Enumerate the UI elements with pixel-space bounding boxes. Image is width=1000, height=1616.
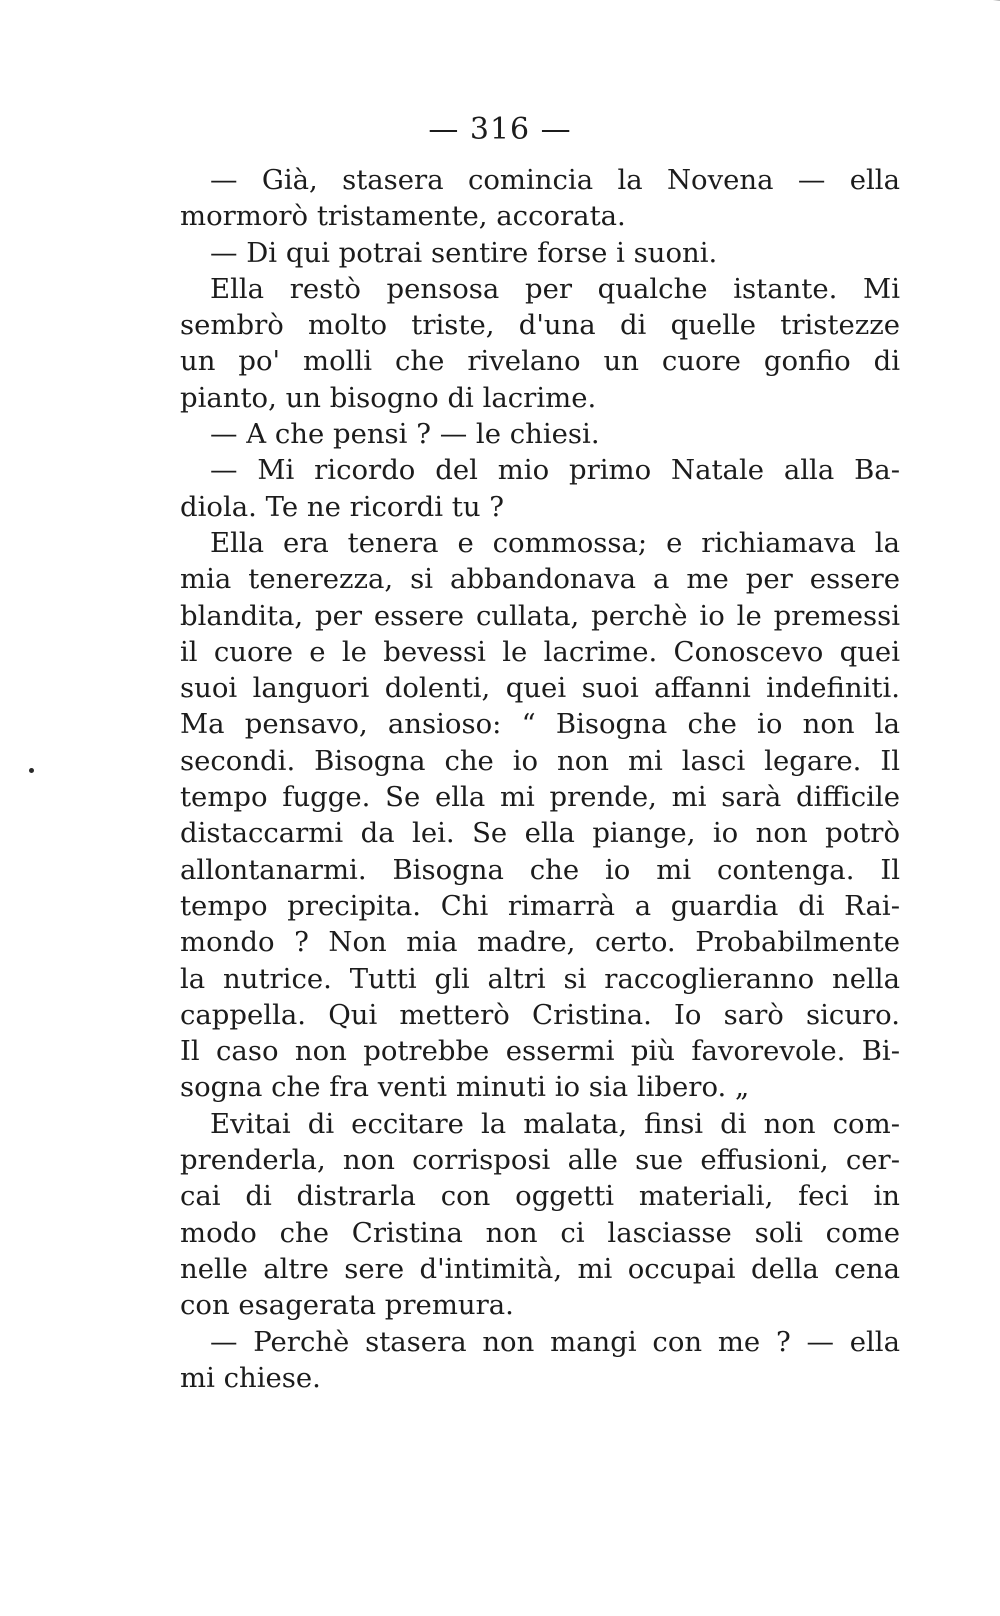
text-line: sogna che fra venti minuti io sia libero. „ xyxy=(180,1071,750,1104)
text-line: nelle altre sere d'intimità, mi occupai della cena xyxy=(180,1252,900,1285)
text-line: — Perchè stasera non mangi con me ? — ella xyxy=(210,1325,900,1358)
page-number: — 316 — xyxy=(428,112,572,147)
text-line: il cuore e le bevessi le lacrime. Conoscevo quei xyxy=(180,635,900,668)
text-line: Evitai di eccitare la malata, finsi di non com- xyxy=(210,1107,900,1140)
text-line: cappella. Qui metterò Cristina. Io sarò sicuro. xyxy=(180,998,900,1031)
text-line: Ella restò pensosa per qualche istante. Mi xyxy=(210,272,900,305)
text-line: — Mi ricordo del mio primo Natale alla Ba- xyxy=(210,454,900,487)
text-line: la nutrice. Tutti gli altri si raccoglieranno nella xyxy=(180,962,900,995)
text-line: Ella era tenera e commossa; e richiamava la xyxy=(210,526,900,559)
text-line: tempo precipita. Chi rimarrà a guardia di Rai- xyxy=(180,889,900,922)
text-line: sembrò molto triste, d'una di quelle tristezze xyxy=(180,309,900,342)
text-line: modo che Cristina non ci lasciasse soli come xyxy=(180,1216,900,1249)
text-line: con esagerata premura. xyxy=(180,1289,514,1322)
text-line: Il caso non potrebbe essermi più favorevole. Bi- xyxy=(180,1035,900,1068)
text-line: un po' molli che rivelano un cuore gonfio di xyxy=(180,345,900,378)
text-line: pianto, un bisogno di lacrime. xyxy=(180,381,597,414)
text-line: distaccarmi da lei. Se ella piange, io non potrò xyxy=(180,817,900,850)
text-line: prenderla, non corrisposi alle sue effusioni, cer- xyxy=(180,1144,900,1177)
text-line: allontanarmi. Bisogna che io mi contenga. Il xyxy=(180,853,900,886)
ink-speck xyxy=(29,768,34,773)
text-line: tempo fugge. Se ella mi prende, mi sarà difficile xyxy=(180,781,900,814)
text-line: diola. Te ne ricordi tu ? xyxy=(180,490,505,523)
text-line: cai di distrarla con oggetti materiali, feci in xyxy=(180,1180,900,1213)
text-line: mormorò tristamente, accorata. xyxy=(180,200,626,233)
text-line: — Già, stasera comincia la Novena — ella xyxy=(210,164,900,196)
text-line: — Di qui potrai sentire forse i suoni. xyxy=(210,236,718,269)
text-line: blandita, per essere cullata, perchè io le premessi xyxy=(180,599,900,632)
text-line: mi chiese. xyxy=(180,1361,321,1394)
text-line: suoi languori dolenti, quei suoi affanni indefiniti. xyxy=(180,672,900,705)
text-line: secondi. Bisogna che io non mi lasci legare. Il xyxy=(180,744,900,777)
text-line: — A che pensi ? — le chiesi. xyxy=(210,418,600,451)
text-line: Ma pensavo, ansioso: “ Bisogna che io non la xyxy=(180,708,900,741)
text-line: mondo ? Non mia madre, certo. Probabilmente xyxy=(180,926,900,959)
body-text xyxy=(180,162,900,1396)
page-edge-mark xyxy=(857,0,1000,31)
text-line: mia tenerezza, si abbandonava a me per essere xyxy=(180,563,900,596)
